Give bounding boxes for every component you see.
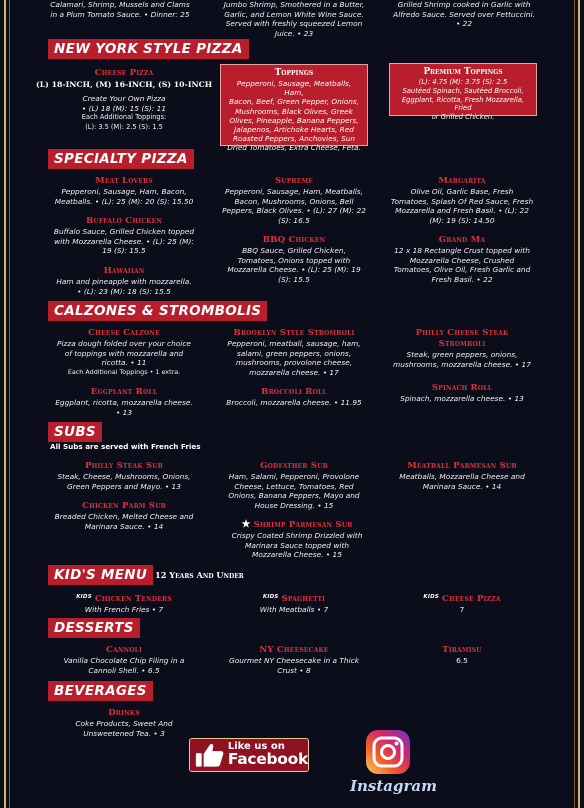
item-name: Broccoli Roll: [261, 387, 327, 397]
instagram-label: Instagram: [350, 777, 437, 795]
section-title-ny-pizza: NEW YORK STYLE PIZZA: [48, 39, 249, 59]
menu-item-buffalo-chicken: Buffalo Chicken Buffalo Sauce, Grilled Chicken topped with Mozzarella Cheese. • (L): 25 (M): 19 (S): 15.5: [40, 216, 208, 256]
item-name: Philly Steak Sub: [84, 461, 164, 471]
kids-badge: KIDS: [423, 594, 439, 600]
top-item-3: Grilled Shrimp cooked in Garlic with Alfredo Sauce. Served over Fettuccini. • 22: [393, 0, 535, 29]
item-name: Cheese Pizza: [94, 68, 154, 78]
item-name: Eggplant Roll: [90, 387, 158, 397]
kids-subtitle: 12 Years And Under: [155, 570, 244, 580]
section-title-beverages: BEVERAGES: [48, 681, 153, 701]
item-name-line2: Stromboli: [438, 339, 486, 349]
menu-item-shrimp-parm-sub: ★ Shrimp Parmesan Sub Crispy Coated Shrimp Drizzled with Marinara Sauce topped with Mozzarella Cheese. • 15: [231, 519, 363, 560]
toppings-list: Pepperoni, Sausage, Meatballs, Ham, Bacon, Beef, Green Pepper, Onions, Mushrooms, Black Olives, Greek Olives, Pineapple, Banana Peppers, Jalapenos, Artichoke Hearts, Red Roasted Peppers, Anchovies, Sun Dried Tomatoes, Extra Cheese, Feta.: [227, 79, 361, 153]
menu-item-cannoli: Cannoli Vanilla Chocolate Chip Filing in a Cannoli Shell. • 6.5: [40, 645, 208, 675]
menu-item-tiramisu: Tiramisu 6.5: [380, 645, 544, 666]
section-title-desserts: DESSERTS: [48, 618, 140, 638]
item-name: Spaghetti: [281, 594, 326, 604]
instagram-link[interactable]: [350, 728, 437, 798]
menu-item-margarita: Margarita Olive Oil, Garlic Base, Fresh Tomatoes, Splash Of Red Sauce, Fresh Mozzarella and Fresh Basil. • (L): 22 (M): 19 (S): 14.50: [380, 176, 544, 225]
menu-item-spinach-roll: Spinach Roll Spinach, mozzarella cheese. • 13: [380, 383, 544, 404]
item-name: NY Cheesecake: [259, 645, 329, 655]
menu-item-drinks: Drinks Coke Products, Sweet And Unsweetened Tea. • 3: [40, 708, 208, 738]
facebook-like-button[interactable]: [189, 738, 309, 772]
toppings-title: Toppings: [274, 68, 314, 78]
menu-item-bbq-chicken: BBQ Chicken BBQ Sauce, Grilled Chicken, Tomatoes, Onions topped with Mozzarella Cheese. • (L): 25 (M): 19 (S): 15.5: [212, 235, 376, 284]
item-name: Cheese Pizza: [442, 594, 501, 604]
thumbs-up-icon: [193, 740, 226, 770]
menu-item-cheese-calzone: Cheese Calzone Pizza dough folded over your choice of toppings with mozzarella and ricotta. • 11 Each Additional Toppings • 1 extra.: [40, 328, 208, 377]
item-name: Spinach Roll: [431, 383, 493, 393]
menu-item-brooklyn-stromboli: Brooklyn Style Stromboli Pepperoni, meatball, sausage, ham, salami, green peppers, onions, mushrooms, provolone cheese, mozzarella cheese. • 17: [212, 328, 376, 377]
section-title-calzones: CALZONES & STROMBOLIS: [48, 301, 267, 321]
menu-item-broccoli-roll: Broccoli Roll Broccoli, mozzarella cheese. • 11.95: [212, 387, 376, 408]
section-title-subs: SUBS: [48, 422, 102, 442]
facebook-line1: Like us on: [227, 741, 285, 753]
top-item-1: Calamari, Shrimp, Mussels and Clams in a Plum Tomato Sauce. • Dinner: 25: [50, 0, 190, 19]
item-name: Brooklyn Style Stromboli: [233, 328, 355, 338]
pizza-sizes: (L) 18-INCH, (M) 16-INCH, (S) 10-INCH: [36, 80, 213, 89]
menu-item-eggplant-roll: Eggplant Roll Eggplant, ricotta, mozzarella cheese. • 13: [40, 387, 208, 417]
section-title-specialty: SPECIALTY PIZZA: [48, 149, 194, 169]
menu-item-hawaiian: Hawaiian Ham and pineapple with mozzarella. • (L): 23 (M): 18 (S): 15.5: [40, 266, 208, 296]
item-name: Buffalo Chicken: [85, 216, 163, 226]
item-name: Drinks: [108, 708, 140, 718]
toppings-box: [220, 64, 368, 153]
menu-item-grand-ma: Grand Ma 12 x 18 Rectangle Crust topped with Mozzarella Cheese, Crushed Tomatoes, Olive Oil, Fresh Garlic and Fresh Basil. • 22: [380, 235, 544, 284]
item-name: Meat Lovers: [95, 176, 153, 186]
menu-item-chicken-parm-sub: Chicken Parm Sub Breaded Chicken, Melted Cheese and Marinara Sauce. • 14: [40, 501, 208, 531]
menu-item-meatball-parm-sub: Meatball Parmesan Sub Meatballs, Mozzarella Cheese and Marinara Sauce. • 14: [380, 461, 544, 491]
facebook-line2: Facebook: [227, 750, 308, 769]
menu-item-ny-cheesecake: NY Cheesecake Gourmet NY Cheesecake in a Thick Crust • 8: [212, 645, 376, 675]
item-name: Chicken Parm Sub: [82, 501, 166, 511]
menu-item-godfather-sub: Godfather Sub Ham, Salami, Pepperoni, Provolone Cheese, Lettuce, Tomatoes, Red Onions, Banana Peppers, Mayo and House Dressing. • 15: [212, 461, 376, 510]
kids-badge: KIDS: [76, 594, 92, 600]
menu-item-cheese-pizza: [36, 68, 213, 132]
item-name: Meatball Parmesan Sub: [407, 461, 517, 471]
subs-note: All Subs are served with French Fries: [50, 442, 201, 451]
item-name: Hawaiian: [103, 266, 145, 276]
item-name: BBQ Chicken: [262, 235, 326, 245]
menu-item-supreme: Supreme Pepperoni, Sausage, Ham, Meatballs, Bacon, Mushrooms, Onions, Bell Peppers, Black Olives. • (L): 27 (M): 22 (S): 16.5: [212, 176, 376, 225]
premium-toppings-box: [389, 63, 537, 122]
item-desc: Create Your Own Pizza • (L) 18 (M): 15 (S): 11 Each Additional Toppings: (L): 3.5 (M): 2.5 (S): 1.5: [81, 94, 167, 131]
premium-toppings-title: Premium Toppings: [423, 67, 503, 77]
item-name: Cheese Calzone: [88, 328, 160, 338]
item-name: Godfather Sub: [260, 461, 328, 471]
top-item-2: Jumbo Shrimp, Smothered in a Butter, Garlic, and Lemon White Wine Sauce. Served with freshly squeezed Lemon Juice. • 23: [223, 0, 365, 38]
item-name: Tiramisu: [442, 645, 482, 655]
instagram-icon: [364, 728, 412, 776]
menu-item-chicken-tenders: $^{KIDS}$ Chicken Tenders With French Fries • 7: [76, 594, 172, 614]
item-name: Shrimp Parmesan Sub: [253, 520, 353, 530]
menu-item-meat-lovers: Meat Lovers Pepperoni, Sausage, Ham, Bacon, Meatballs. • (L): 25 (M): 20 (S): 15.50: [40, 176, 208, 206]
item-name: Supreme: [274, 176, 314, 186]
item-name: Margarita: [438, 176, 486, 186]
item-name: Philly Cheese Steak: [415, 328, 509, 338]
section-title-kids: KID'S MENU: [48, 565, 153, 585]
menu-item-philly-stromboli: Philly Cheese Steak Stromboli Steak, green peppers, onions, mushrooms, mozzarella cheese. • 17: [380, 328, 544, 369]
item-name: Grand Ma: [438, 235, 486, 245]
item-name: Cannoli: [105, 645, 143, 655]
premium-toppings-list: (L): 4.75 (M): 3.75 (S): 2.5 Sautéed Spinach, Sautéed Broccoli, Eggplant, Ricotta, Fresh Mozzarella, Fried or Grilled Chicken.: [401, 78, 525, 122]
kids-badge: KIDS: [262, 594, 279, 600]
item-name: Chicken Tenders: [94, 594, 172, 604]
star-icon: ★: [241, 519, 251, 530]
menu-item-spaghetti: $^{KIDS}$ Spaghetti With Meatballs • 7: [259, 594, 329, 614]
menu-item-kids-cheese-pizza: $^{KIDS}$ Cheese Pizza 7: [423, 594, 501, 614]
menu-item-philly-steak-sub: Philly Steak Sub Steak, Cheese, Mushrooms, Onions, Green Peppers and Mayo. • 13: [40, 461, 208, 491]
